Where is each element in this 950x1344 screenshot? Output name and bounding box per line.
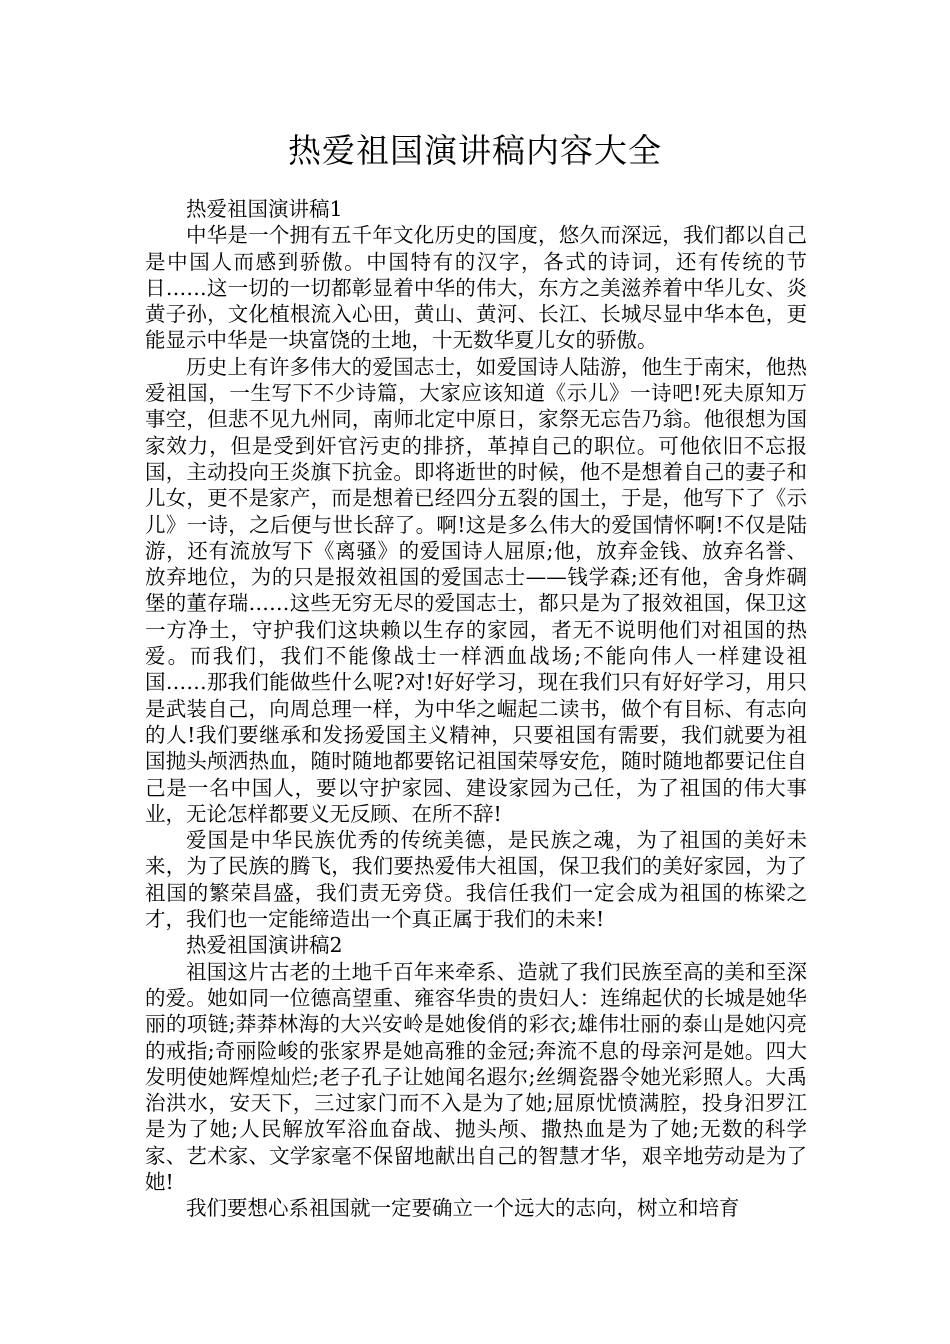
- paragraph: 中华是一个拥有五千年文化历史的国度，悠久而深远，我们都以自己是中国人而感到骄傲。中国特有的汉字，各式的诗词，还有传统的节日……这一切的一切都彰显着中华的伟大，东方之美滋养着中华儿女、炎黄子孙，文化植根流入心田，黄山、黄河、长江、长城尽显中华本色，更能显示中华是一块富饶的土地，十无数华夏儿女的骄傲。: [145, 223, 807, 353]
- section-heading-2: 热爱祖国演讲稿2: [186, 933, 343, 958]
- document-body: [145, 196, 807, 1222]
- paragraph: 祖国这片古老的土地千百年来牵系、造就了我们民族至高的美和至深的爱。她如同一位德高望重、雍容华贵的贵妇人：连绵起伏的长城是她华丽的项链;莽莽林海的大兴安岭是她俊俏的彩衣;雄伟壮丽的泰山是她闪亮的戒指;奇丽险峻的张家界是她高雅的金冠;奔流不息的母亲河是她。四大发明使她辉煌灿烂;老子孔子让她闻名遐尔;丝绸瓷器令她光彩照人。大禹治洪水，安天下，三过家门而不入是为了她;屈原忧愤满腔，投身汨罗江是为了她;人民解放军浴血奋战、抛头颅、撒热血是为了她;无数的科学家、艺术家、文学家毫不保留地献出自己的智慧才华，艰辛地劳动是为了她!: [145, 959, 807, 1194]
- paragraph: 爱国是中华民族优秀的传统美德，是民族之魂，为了祖国的美好未来，为了民族的腾飞，我们要热爱伟大祖国，保卫我们的美好家园，为了祖国的繁荣昌盛，我们责无旁贷。我信任我们一定会成为祖国的栋梁之才，我们也一定能缔造出一个真正属于我们的未来!: [145, 828, 807, 932]
- section-heading-1: 热爱祖国演讲稿1: [186, 197, 343, 221]
- document-title: 热爱祖国演讲稿内容大全: [288, 131, 662, 170]
- paragraph: 历史上有许多伟大的爱国志士，如爱国诗人陆游，他生于南宋，他热爱祖国，一生写下不少诗篇，大家应该知道《示儿》一诗吧!死夫原知万事空，但悲不见九州同，南师北定中原日，家祭无忘告乃翁。他很想为国家效力，但是受到奸官污吏的排挤，革掉自己的职位。可他依旧不忘报国，主动投向王炎旗下抗金。即将逝世的时候，他不是想着自己的妻子和儿女，更不是家产，而是想着已经四分五裂的国土，于是，他写下了《示儿》一诗，之后便与世长辞了。啊!这是多么伟大的爱国情怀啊!不仅是陆游，还有流放写下《离骚》的爱国诗人屈原;他，放弃金钱、放弃名誉、放弃地位，为的只是报效祖国的爱国志士——钱学森;还有他，舍身炸碉堡的董存瑞……这些无穷无尽的爱国志士，都只是为了报效祖国，保卫这一方净土，守护我们这块赖以生存的家园，者无不说明他们对祖国的热爱。而我们，我们不能像战士一样洒血战场;不能向伟人一样建设祖国……那我们能做些什么呢?对!好好学习，现在我们只有好好学习，用只是武装自己，向周总理一样，为中华之崛起二读书，做个有目标、有志向的人!我们要继承和发扬爱国主义精神，只要祖国有需要，我们就要为祖国抛头颅洒热血，随时随地都要铭记祖国荣辱安危，随时随地都要记住自己是一名中国人，要以守护家园、建设家园为己任，为了祖国的伟大事业，无论怎样都要义无反顾、在所不辞!: [145, 354, 807, 826]
- paragraph: 我们要想心系祖国就一定要确立一个远大的志向，树立和培育: [186, 1196, 740, 1221]
